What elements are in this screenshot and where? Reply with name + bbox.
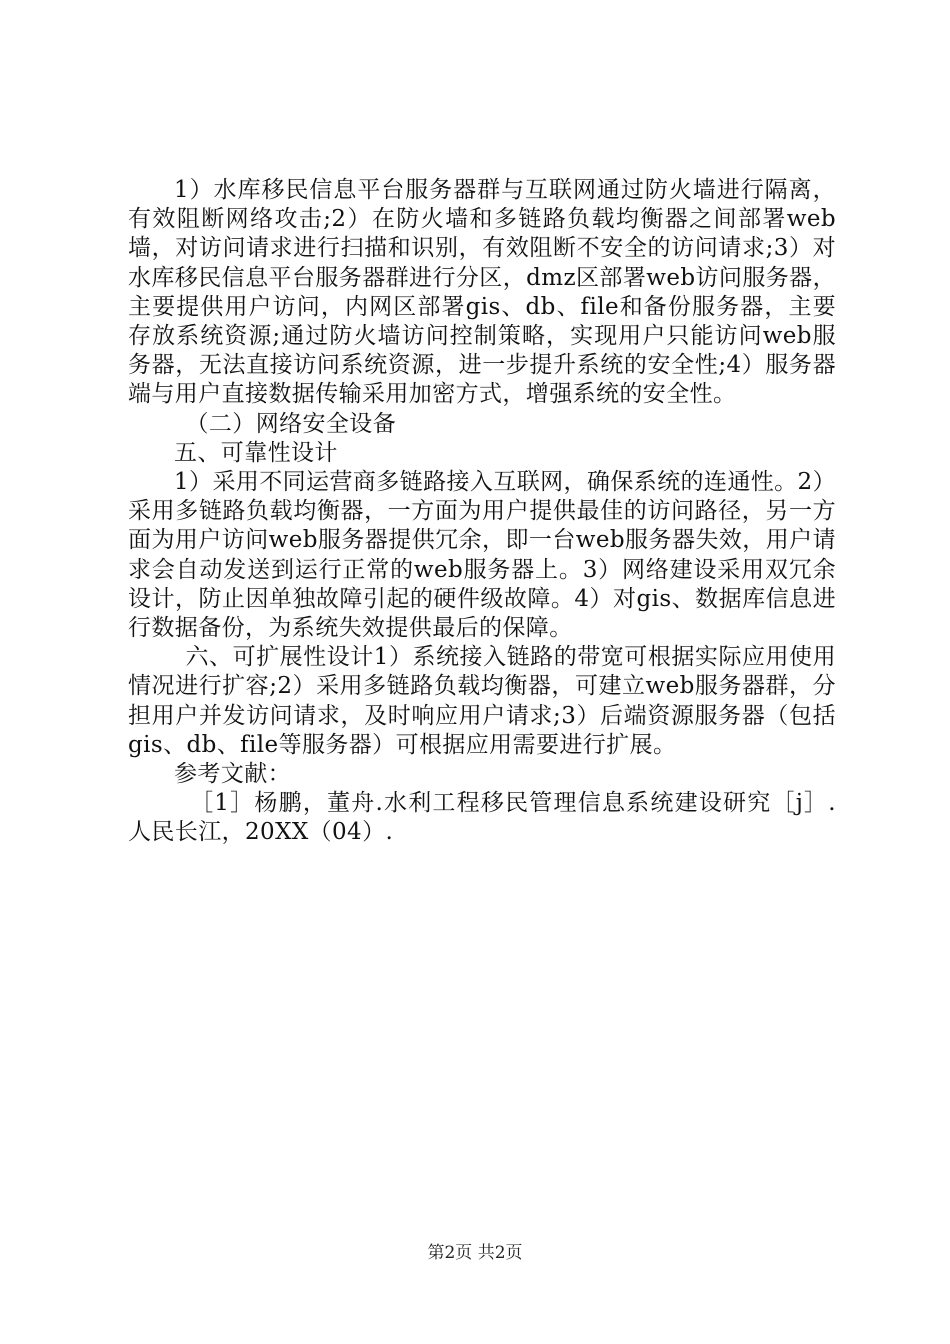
reference-item: ［1］杨鹏，董舟.水利工程移民管理信息系统建设研究［j］.人民长江，20XX（04）.	[128, 790, 836, 846]
heading-references: 参考文献：	[174, 761, 291, 788]
heading-reliability-design: 五、可靠性设计	[174, 439, 338, 466]
heading-network-security-devices: （二）网络安全设备	[185, 410, 397, 437]
document-body	[128, 176, 836, 848]
page-number-footer: 第2页 共2页	[427, 1243, 523, 1263]
paragraph-scalability-design: 六、可扩展性设计1）系统接入链路的带宽可根据实际应用使用情况进行扩容;2）采用多链路负载均衡器，可建立web服务器群，分担用户并发访问请求，及时响应用户请求;3）后端资源服务器（包括gis、db、file等服务器）可根据应用需要进行扩展。	[128, 644, 836, 758]
paragraph-security-measures: 1）水库移民信息平台服务器群与互联网通过防火墙进行隔离，有效阻断网络攻击;2）在防火墙和多链路负载均衡器之间部署web墙，对访问请求进行扫描和识别，有效阻断不安全的访问请求;3）对水库移民信息平台服务器群进行分区，dmz区部署web访问服务器，主要提供用户访问，内网区部署gis、db、file和备份服务器，主要存放系统资源;通过防火墙访问控制策略，实现用户只能访问web服务器，无法直接访问系统资源，进一步提升系统的安全性;4）服务器端与用户直接数据传输采用加密方式，增强系统的安全性。	[128, 177, 836, 408]
paragraph-reliability-measures: 1）采用不同运营商多链路接入互联网，确保系统的连通性。2）采用多链路负载均衡器，一方面为用户提供最佳的访问路径，另一方面为用户访问web服务器提供冗余，即一台web服务器失效，用户请求会自动发送到运行正常的web服务器上。3）网络建设采用双冗余设计，防止因单独故障引起的硬件级故障。4）对gis、数据库信息进行数据备份，为系统失效提供最后的保障。	[128, 469, 836, 642]
